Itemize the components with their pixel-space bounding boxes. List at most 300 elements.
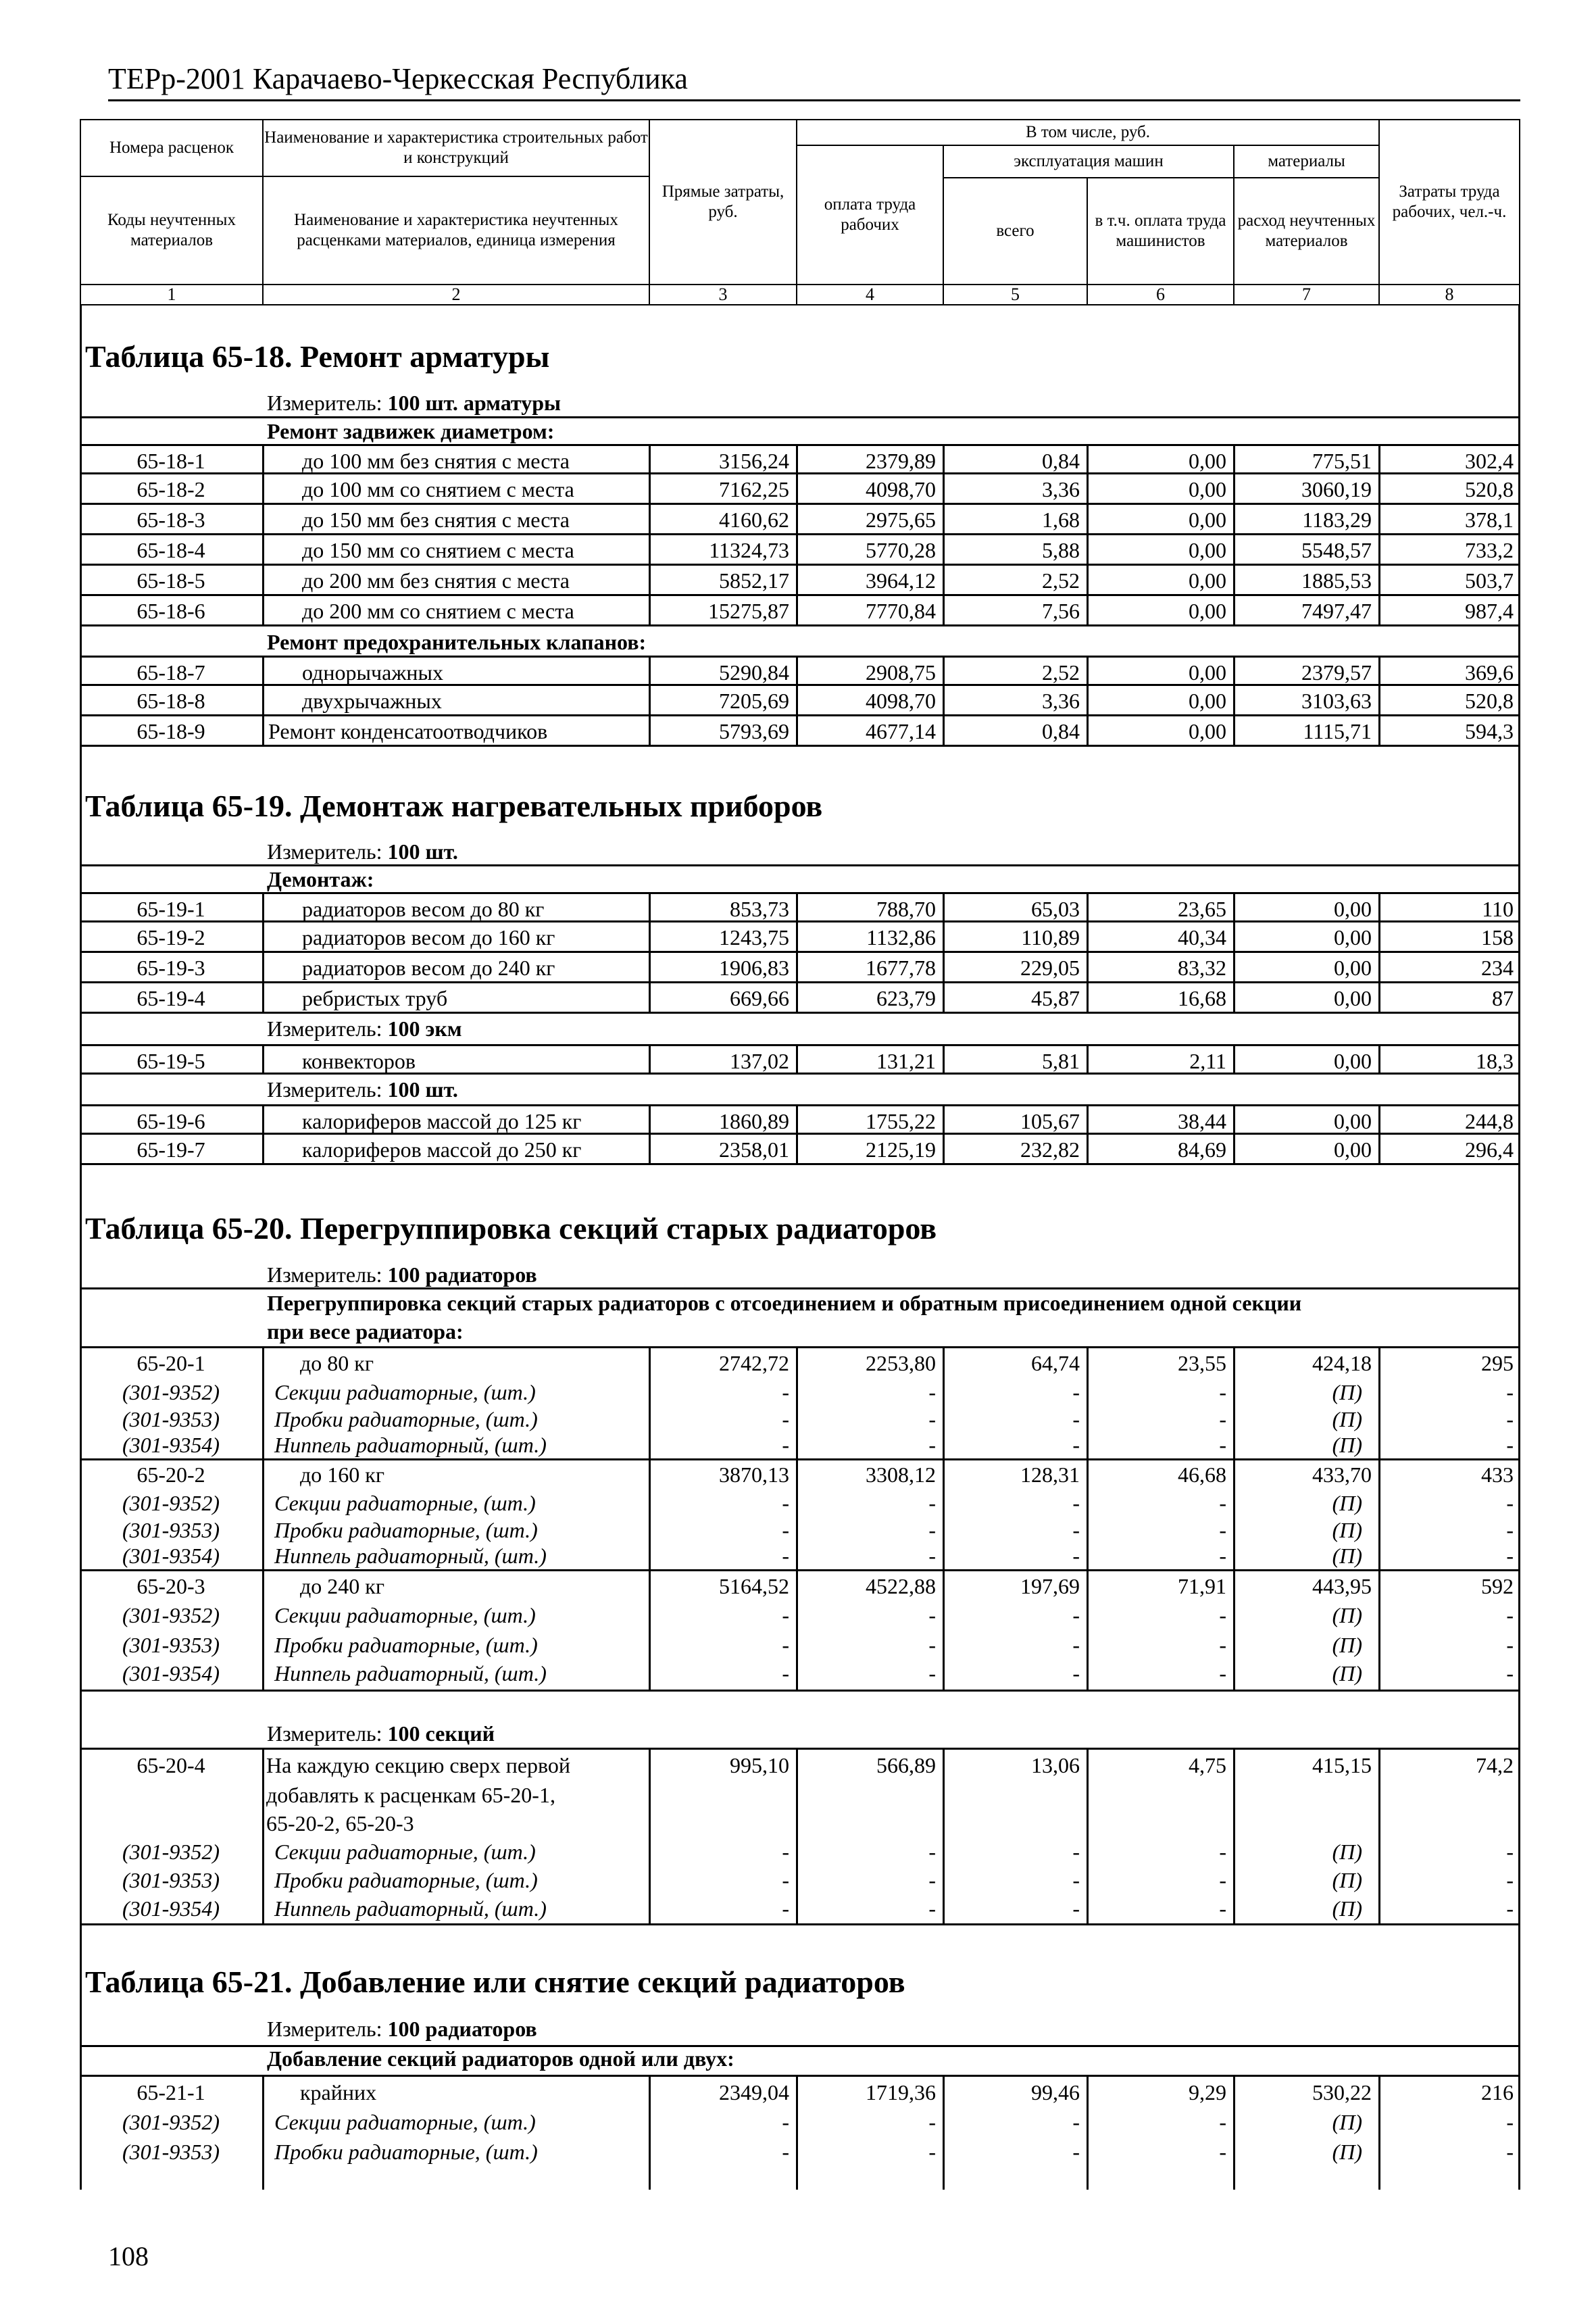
empty-value: - [782, 1661, 789, 1685]
material-mark: (П) [1332, 1603, 1362, 1627]
table-row [80, 716, 1520, 747]
table-row [80, 1104, 1520, 1135]
material-code: (301-9352) [122, 1491, 220, 1515]
row-code: 65-18-5 [136, 568, 205, 593]
col7-header: расход неучтенных материалов [1233, 177, 1380, 285]
labor-pay: 4098,70 [796, 686, 943, 714]
table-row [80, 2077, 1520, 2107]
direct-cost: 853,73 [649, 894, 796, 920]
empty-value: - [1219, 1544, 1226, 1568]
labor-hours: 378,1 [1378, 505, 1520, 533]
materials: 415,15 [1312, 1753, 1372, 1777]
table-row [80, 686, 1520, 716]
material-row [80, 1377, 1520, 1407]
group-machines-header: эксплуатация машин [943, 145, 1235, 178]
material-mark: (П) [1332, 1661, 1362, 1685]
labor-hours: 296,4 [1378, 1135, 1520, 1163]
labor-pay: 5770,28 [796, 535, 943, 564]
row-code: 65-19-5 [136, 1049, 205, 1073]
labor-hours: 520,8 [1378, 686, 1520, 714]
materials: 0,00 [1233, 983, 1378, 1012]
machinist-pay: 16,68 [1087, 983, 1233, 1012]
direct-cost: 1243,75 [649, 922, 796, 951]
empty-value: - [1072, 1544, 1080, 1568]
material-name: Ниппель радиаторный, (шт.) [274, 1433, 547, 1457]
labor-pay: 788,70 [796, 894, 943, 920]
row-name: ребристых труб [262, 983, 649, 1012]
col3-header: Прямые затраты, руб. [649, 119, 797, 285]
row-name: до 150 мм без снятия с места [262, 505, 649, 533]
machinist-pay: 0,00 [1087, 535, 1233, 564]
materials: 1115,71 [1233, 716, 1378, 745]
table-65-21-measure: Измеритель: 100 радиаторов [267, 2017, 537, 2041]
direct-cost: 15275,87 [649, 596, 796, 624]
empty-value: - [1072, 1603, 1080, 1627]
material-code: (301-9353) [122, 1868, 220, 1892]
labor-pay: 1132,86 [796, 922, 943, 951]
table-row [80, 1044, 1520, 1075]
empty-value: - [782, 1433, 789, 1457]
empty-value: - [782, 1896, 789, 1921]
empty-value: - [928, 1868, 936, 1892]
materials: 3103,63 [1233, 686, 1378, 714]
labor-pay: 2125,19 [796, 1135, 943, 1163]
table-row [80, 566, 1520, 596]
labor-pay: 2253,80 [866, 1351, 936, 1375]
empty-value: - [1072, 1491, 1080, 1515]
col2-top-header: Наименование и характеристика строительных работ и конструкций [262, 119, 650, 177]
row-name: крайних [300, 2080, 377, 2104]
labor-hours: 87 [1378, 983, 1520, 1012]
row-code: 65-18-7 [136, 660, 205, 684]
col8-header: Затраты труда рабочих, чел.-ч. [1378, 119, 1520, 285]
row-name: радиаторов весом до 160 кг [262, 922, 649, 951]
material-name: Секции радиаторные, (шт.) [274, 2110, 536, 2134]
labor-pay: 566,89 [876, 1753, 936, 1777]
row-name: до 160 кг [300, 1462, 384, 1487]
empty-value: - [1072, 1633, 1080, 1657]
row-code: 65-18-8 [136, 689, 205, 713]
empty-value: - [1219, 1518, 1226, 1542]
group-label: Перегруппировка секций старых радиаторов с отсоединением и обратным присоединением одной секции [267, 1291, 1302, 1315]
row-name: до 100 мм без снятия с места [262, 446, 649, 472]
row-code: 65-20-3 [136, 1574, 205, 1598]
machines-total: 105,67 [943, 1106, 1087, 1133]
empty-value: - [1219, 1491, 1226, 1515]
material-name: Ниппель радиаторный, (шт.) [274, 1661, 547, 1685]
row-name-line-1: На каждую секцию сверх первой [266, 1753, 571, 1777]
table-row [80, 474, 1520, 505]
empty-value: - [1506, 1633, 1514, 1657]
row-code: 65-19-2 [136, 925, 205, 950]
direct-cost: 5290,84 [649, 658, 796, 684]
empty-value: - [1219, 1661, 1226, 1685]
col1-bottom-header: Коды неучтенных материалов [80, 176, 264, 285]
machines-total: 13,06 [1031, 1753, 1080, 1777]
labor-hours: 295 [1481, 1351, 1514, 1375]
machines-total: 45,87 [943, 983, 1087, 1012]
machinist-pay: 0,00 [1087, 596, 1233, 624]
material-row [80, 1894, 1520, 1923]
empty-value: - [1506, 1896, 1514, 1921]
machines-total: 99,46 [1031, 2080, 1080, 2104]
row-code: 65-19-7 [136, 1137, 205, 1162]
empty-value: - [928, 1544, 936, 1568]
machines-total: 0,84 [943, 716, 1087, 745]
machinist-pay: 38,44 [1087, 1106, 1233, 1133]
direct-cost: 5793,69 [649, 716, 796, 745]
material-mark: (П) [1332, 1407, 1362, 1431]
col-number-3: 3 [649, 284, 797, 305]
machines-total: 197,69 [1020, 1574, 1080, 1598]
table-65-19-measure-3: Измеритель: 100 шт. [267, 1077, 458, 1102]
direct-cost: 11324,73 [649, 535, 796, 564]
row-code: 65-18-2 [136, 477, 205, 501]
row-code: 65-18-3 [136, 508, 205, 532]
direct-cost: 2358,01 [649, 1135, 796, 1163]
labor-hours: 302,4 [1378, 446, 1520, 472]
materials: 443,95 [1312, 1574, 1372, 1598]
material-mark: (П) [1332, 2110, 1362, 2134]
material-mark: (П) [1332, 1544, 1362, 1568]
material-code: (301-9352) [122, 1603, 220, 1627]
direct-cost: 2349,04 [719, 2080, 789, 2104]
material-name: Пробки радиаторные, (шт.) [274, 1633, 538, 1657]
row-name-line-2: добавлять к расценкам 65-20-1, [266, 1783, 555, 1807]
direct-cost: 5852,17 [649, 566, 796, 594]
material-row [80, 1837, 1520, 1867]
material-mark: (П) [1332, 1491, 1362, 1515]
labor-hours: 987,4 [1378, 596, 1520, 624]
material-name: Пробки радиаторные, (шт.) [274, 1518, 538, 1542]
empty-value: - [782, 1518, 789, 1542]
machinist-pay: 0,00 [1087, 446, 1233, 472]
row-name: двухрычажных [262, 686, 649, 714]
machinist-pay: 0,00 [1087, 658, 1233, 684]
material-row [80, 1600, 1520, 1630]
labor-hours: 503,7 [1378, 566, 1520, 594]
empty-value: - [928, 1633, 936, 1657]
direct-cost: 3870,13 [719, 1462, 789, 1487]
labor-pay: 1755,22 [796, 1106, 943, 1133]
table-row [80, 892, 1520, 922]
row-name: конвекторов [262, 1046, 649, 1073]
material-mark: (П) [1332, 1868, 1362, 1892]
table-row [80, 444, 1520, 474]
table-row [80, 1750, 1520, 1780]
table-row [80, 1135, 1520, 1165]
labor-hours: 592 [1481, 1574, 1514, 1598]
row-code: 65-18-6 [136, 599, 205, 623]
empty-value: - [782, 1407, 789, 1431]
col-number-6: 6 [1087, 284, 1235, 305]
col1-top-header: Номера расценок [80, 119, 264, 177]
machines-total: 5,81 [943, 1046, 1087, 1073]
labor-hours: 520,8 [1378, 474, 1520, 503]
row-code: 65-18-1 [136, 449, 205, 472]
empty-value: - [1072, 1518, 1080, 1542]
labor-pay: 4522,88 [866, 1574, 936, 1598]
material-row [80, 1430, 1520, 1460]
material-mark: (П) [1332, 1896, 1362, 1921]
empty-value: - [1506, 1518, 1514, 1542]
machinist-pay: 0,00 [1087, 686, 1233, 714]
row-code: 65-19-3 [136, 956, 205, 980]
row-name: калориферов массой до 125 кг [262, 1106, 649, 1133]
group-incl-header: В том числе, руб. [796, 119, 1380, 146]
machinist-pay: 0,00 [1087, 566, 1233, 594]
materials: 0,00 [1233, 894, 1378, 920]
direct-cost: 995,10 [730, 1753, 789, 1777]
material-mark: (П) [1332, 2140, 1362, 2164]
materials: 5548,57 [1233, 535, 1378, 564]
row-name: до 200 мм без снятия с места [262, 566, 649, 594]
material-name: Пробки радиаторные, (шт.) [274, 2140, 538, 2164]
row-name-continuation [80, 1808, 1520, 1838]
table-65-20-title: Таблица 65-20. Перегруппировка секций старых радиаторов [85, 1211, 937, 1246]
row-code: 65-19-6 [136, 1109, 205, 1133]
machines-total: 110,89 [943, 922, 1087, 951]
header-rule [108, 99, 1520, 101]
col-number-8: 8 [1378, 284, 1520, 305]
material-mark: (П) [1332, 1840, 1362, 1864]
machines-total: 64,74 [1031, 1351, 1080, 1375]
material-code: (301-9354) [122, 1544, 220, 1568]
labor-pay: 1719,36 [866, 2080, 936, 2104]
material-code: (301-9353) [122, 1518, 220, 1542]
material-name: Ниппель радиаторный, (шт.) [274, 1896, 547, 1921]
divider [80, 1923, 1520, 1925]
labor-hours: 110 [1378, 894, 1520, 920]
machinist-pay: 0,00 [1087, 474, 1233, 503]
divider [80, 2075, 1520, 2077]
materials: 0,00 [1233, 953, 1378, 981]
row-name: радиаторов весом до 80 кг [262, 894, 649, 920]
empty-value: - [782, 2110, 789, 2134]
empty-value: - [1506, 1433, 1514, 1457]
empty-value: - [928, 1433, 936, 1457]
labor-pay: 623,79 [796, 983, 943, 1012]
empty-value: - [1072, 2140, 1080, 2164]
direct-cost: 5164,52 [719, 1574, 789, 1598]
material-code: (301-9352) [122, 1380, 220, 1404]
row-name: однорычажных [262, 658, 649, 684]
empty-value: - [928, 1518, 936, 1542]
col-number-2: 2 [262, 284, 650, 305]
empty-value: - [928, 1603, 936, 1627]
col5-header: всего [943, 177, 1088, 285]
material-code: (301-9353) [122, 1407, 220, 1431]
labor-pay: 2379,89 [796, 446, 943, 472]
empty-value: - [1506, 1491, 1514, 1515]
empty-value: - [1072, 1661, 1080, 1685]
table-65-21-title: Таблица 65-21. Добавление или снятие секций радиаторов [85, 1965, 905, 1999]
machinist-pay: 0,00 [1087, 505, 1233, 533]
empty-value: - [782, 1380, 789, 1404]
material-code: (301-9353) [122, 2140, 220, 2164]
table-65-20-measure-2: Измеритель: 100 секций [267, 1721, 495, 1746]
direct-cost: 669,66 [649, 983, 796, 1012]
empty-value: - [1506, 2110, 1514, 2134]
material-row [80, 1658, 1520, 1688]
empty-value: - [1219, 1603, 1226, 1627]
machines-total: 7,56 [943, 596, 1087, 624]
direct-cost: 2742,72 [719, 1351, 789, 1375]
labor-hours: 733,2 [1378, 535, 1520, 564]
empty-value: - [1072, 1840, 1080, 1864]
table-65-20-measure: Измеритель: 100 радиаторов [267, 1262, 537, 1287]
machinist-pay: 23,65 [1087, 894, 1233, 920]
row-name: до 100 мм со снятием с места [262, 474, 649, 503]
col2-bottom-header: Наименование и характеристика неучтенных расценками материалов, единица измерения [262, 176, 650, 285]
materials: 7497,47 [1233, 596, 1378, 624]
material-row [80, 1488, 1520, 1518]
machinist-pay: 0,00 [1087, 716, 1233, 745]
direct-cost: 1860,89 [649, 1106, 796, 1133]
table-row [80, 922, 1520, 953]
materials: 0,00 [1233, 922, 1378, 951]
labor-pay: 3964,12 [796, 566, 943, 594]
materials: 530,22 [1312, 2080, 1372, 2104]
empty-value: - [1219, 2110, 1226, 2134]
material-row [80, 1630, 1520, 1660]
divider [80, 1748, 1520, 1750]
table-65-18-measure: Измеритель: 100 шт. арматуры [267, 391, 561, 415]
machines-total: 3,36 [943, 686, 1087, 714]
materials: 2379,57 [1233, 658, 1378, 684]
col-number-1: 1 [80, 284, 264, 305]
empty-value: - [1506, 1407, 1514, 1431]
material-name: Пробки радиаторные, (шт.) [274, 1868, 538, 1892]
table-row [80, 656, 1520, 686]
empty-value: - [782, 1491, 789, 1515]
machines-total: 1,68 [943, 505, 1087, 533]
group-materials-header: материалы [1233, 145, 1380, 178]
labor-pay: 2975,65 [796, 505, 943, 533]
column-header [80, 119, 1520, 305]
empty-value: - [1506, 1380, 1514, 1404]
row-name: Ремонт конденсатоотводчиков [262, 716, 649, 745]
material-code: (301-9352) [122, 2110, 220, 2134]
material-name: Пробки радиаторные, (шт.) [274, 1407, 538, 1431]
material-code: (301-9354) [122, 1661, 220, 1685]
row-code: 65-21-1 [136, 2080, 205, 2104]
empty-value: - [1506, 1661, 1514, 1685]
materials: 433,70 [1312, 1462, 1372, 1487]
materials: 0,00 [1233, 1106, 1378, 1133]
labor-hours: 244,8 [1378, 1106, 1520, 1133]
material-row [80, 2137, 1520, 2167]
table-65-19-title: Таблица 65-19. Демонтаж нагревательных приборов [85, 789, 823, 823]
table-65-19-measure-2: Измеритель: 100 экм [267, 1016, 462, 1041]
machinist-pay: 9,29 [1189, 2080, 1226, 2104]
machinist-pay: 84,69 [1087, 1135, 1233, 1163]
row-code: 65-18-4 [136, 538, 205, 562]
machines-total: 5,88 [943, 535, 1087, 564]
material-name: Секции радиаторные, (шт.) [274, 1840, 536, 1864]
empty-value: - [1219, 1840, 1226, 1864]
materials: 424,18 [1312, 1351, 1372, 1375]
group-label: при весе радиатора: [267, 1319, 464, 1344]
labor-hours: 18,3 [1378, 1046, 1520, 1073]
table-row [80, 953, 1520, 983]
empty-value: - [1219, 1380, 1226, 1404]
empty-value: - [782, 1603, 789, 1627]
table-row [80, 1571, 1520, 1601]
material-name: Секции радиаторные, (шт.) [274, 1380, 536, 1404]
empty-value: - [1072, 1896, 1080, 1921]
material-row [80, 1541, 1520, 1571]
col-number-5: 5 [943, 284, 1088, 305]
labor-pay: 1677,78 [796, 953, 943, 981]
material-row [80, 2107, 1520, 2137]
row-code: 65-20-2 [136, 1462, 205, 1487]
row-name-line-3: 65-20-2, 65-20-3 [266, 1811, 414, 1836]
table-65-18-title: Таблица 65-18. Ремонт арматуры [85, 339, 550, 374]
row-name: калориферов массой до 250 кг [262, 1135, 649, 1163]
material-mark: (П) [1332, 1633, 1362, 1657]
materials: 775,51 [1233, 446, 1378, 472]
empty-value: - [928, 1840, 936, 1864]
col4-header: оплата труда рабочих [796, 145, 944, 285]
labor-pay: 3308,12 [866, 1462, 936, 1487]
table-row [80, 1348, 1520, 1378]
empty-value: - [928, 2140, 936, 2164]
direct-cost: 3156,24 [649, 446, 796, 472]
row-name: до 80 кг [300, 1351, 374, 1375]
labor-hours: 158 [1378, 922, 1520, 951]
machines-total: 0,84 [943, 446, 1087, 472]
materials: 3060,19 [1233, 474, 1378, 503]
empty-value: - [1072, 1380, 1080, 1404]
empty-value: - [782, 1840, 789, 1864]
empty-value: - [1219, 1896, 1226, 1921]
machines-total: 232,82 [943, 1135, 1087, 1163]
col-number-7: 7 [1233, 284, 1380, 305]
group-label: Добавление секций радиаторов одной или двух: [267, 2046, 734, 2071]
table-row [80, 596, 1520, 626]
table-row [80, 535, 1520, 566]
machinist-pay: 23,55 [1178, 1351, 1226, 1375]
empty-value: - [782, 2140, 789, 2164]
empty-value: - [1219, 1633, 1226, 1657]
labor-hours: 594,3 [1378, 716, 1520, 745]
empty-value: - [928, 2110, 936, 2134]
row-name: до 200 мм со снятием с места [262, 596, 649, 624]
empty-value: - [928, 1407, 936, 1431]
material-name: Секции радиаторные, (шт.) [274, 1491, 536, 1515]
empty-value: - [928, 1896, 936, 1921]
page-number: 108 [108, 2241, 149, 2271]
labor-hours: 74,2 [1476, 1753, 1514, 1777]
row-code: 65-19-1 [136, 897, 205, 920]
empty-value: - [1506, 1603, 1514, 1627]
running-header-title: ТЕРр-2001 Карачаево-Черкесская Республика [108, 62, 688, 95]
table-row [80, 505, 1520, 535]
labor-pay: 7770,84 [796, 596, 943, 624]
empty-value: - [928, 1380, 936, 1404]
material-name: Ниппель радиаторный, (шт.) [274, 1544, 547, 1568]
empty-value: - [1219, 2140, 1226, 2164]
group-label: Ремонт задвижек диаметром: [267, 419, 555, 443]
materials: 0,00 [1233, 1046, 1378, 1073]
empty-value: - [928, 1491, 936, 1515]
machinist-pay: 2,11 [1087, 1046, 1233, 1073]
row-code: 65-19-4 [136, 986, 205, 1010]
material-mark: (П) [1332, 1433, 1362, 1457]
material-mark: (П) [1332, 1518, 1362, 1542]
row-name: радиаторов весом до 240 кг [262, 953, 649, 981]
